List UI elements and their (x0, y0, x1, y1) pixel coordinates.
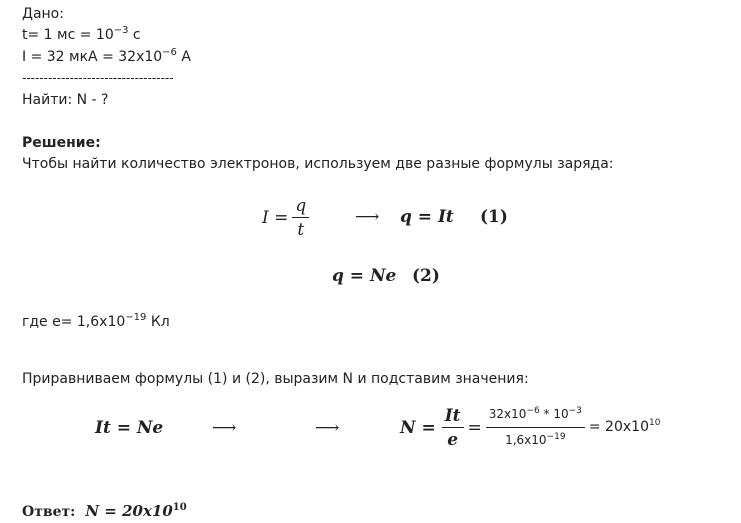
answer-line (22, 502, 187, 523)
n-fraction (442, 407, 464, 449)
formula-label-1: (1) (480, 207, 508, 227)
formula-current-lhs: I = (262, 208, 289, 228)
n-lhs: N = (400, 418, 436, 438)
solution-title: Решение: (22, 135, 101, 151)
given-current-unit: А (176, 49, 191, 65)
equation-arrow-1: ⟶ (212, 418, 237, 438)
values-numerator: $32x10^{-6} * 10^{-3}$ (486, 405, 585, 428)
given-time-unit: с (128, 27, 141, 43)
electron-charge-exponent: −19 (125, 312, 147, 323)
n-expression (400, 403, 660, 453)
formula-charge-2: q = Ne (332, 266, 397, 286)
n-fraction-numerator: It (442, 407, 464, 428)
given-time-line (22, 26, 141, 46)
electron-charge-text: где e= 1,6x10 (22, 314, 126, 330)
formula-charge-1: q = It (400, 207, 454, 227)
solution-intro: Чтобы найти количество электронов, используем две разные формулы заряда: (22, 156, 614, 172)
electron-charge-unit: Кл (146, 314, 170, 330)
answer-label: Ответ: (22, 504, 76, 520)
given-title: Дано: (22, 6, 64, 22)
given-current-exponent: −6 (162, 47, 177, 58)
given-time-text: t= 1 мс = 10 (22, 27, 114, 43)
formula-arrow: ⟶ (355, 207, 380, 227)
formula-current-fraction (292, 197, 309, 239)
electron-charge-line (22, 313, 170, 333)
given-separator: ----------------------------------- (22, 71, 174, 85)
formula-label-2: (2) (412, 266, 440, 286)
find-line: Найти: N - ? (22, 92, 109, 108)
answer-value: $N = 20x10^{10}$ (85, 502, 187, 520)
equation-arrow-2: ⟶ (315, 418, 340, 438)
formula-current-denominator: t (297, 220, 305, 240)
given-current-text: I = 32 мкА = 32x10 (22, 49, 163, 65)
equation-result: = $20x10^{10}$ (588, 418, 661, 435)
values-fraction (486, 405, 585, 451)
formula-current (262, 196, 309, 240)
formula-current-numerator: q (292, 197, 309, 218)
given-time-exponent: −3 (113, 25, 129, 36)
n-equals-sign: = (467, 418, 482, 438)
equate-text: Приравниваем формулы (1) и (2), выразим N и подставим значения: (22, 371, 529, 387)
equation-lhs: It = Ne (95, 418, 164, 438)
given-current-line (22, 48, 191, 68)
n-fraction-denominator: e (447, 430, 459, 450)
values-denominator: $1,6x10^{-19}$ (505, 432, 566, 447)
